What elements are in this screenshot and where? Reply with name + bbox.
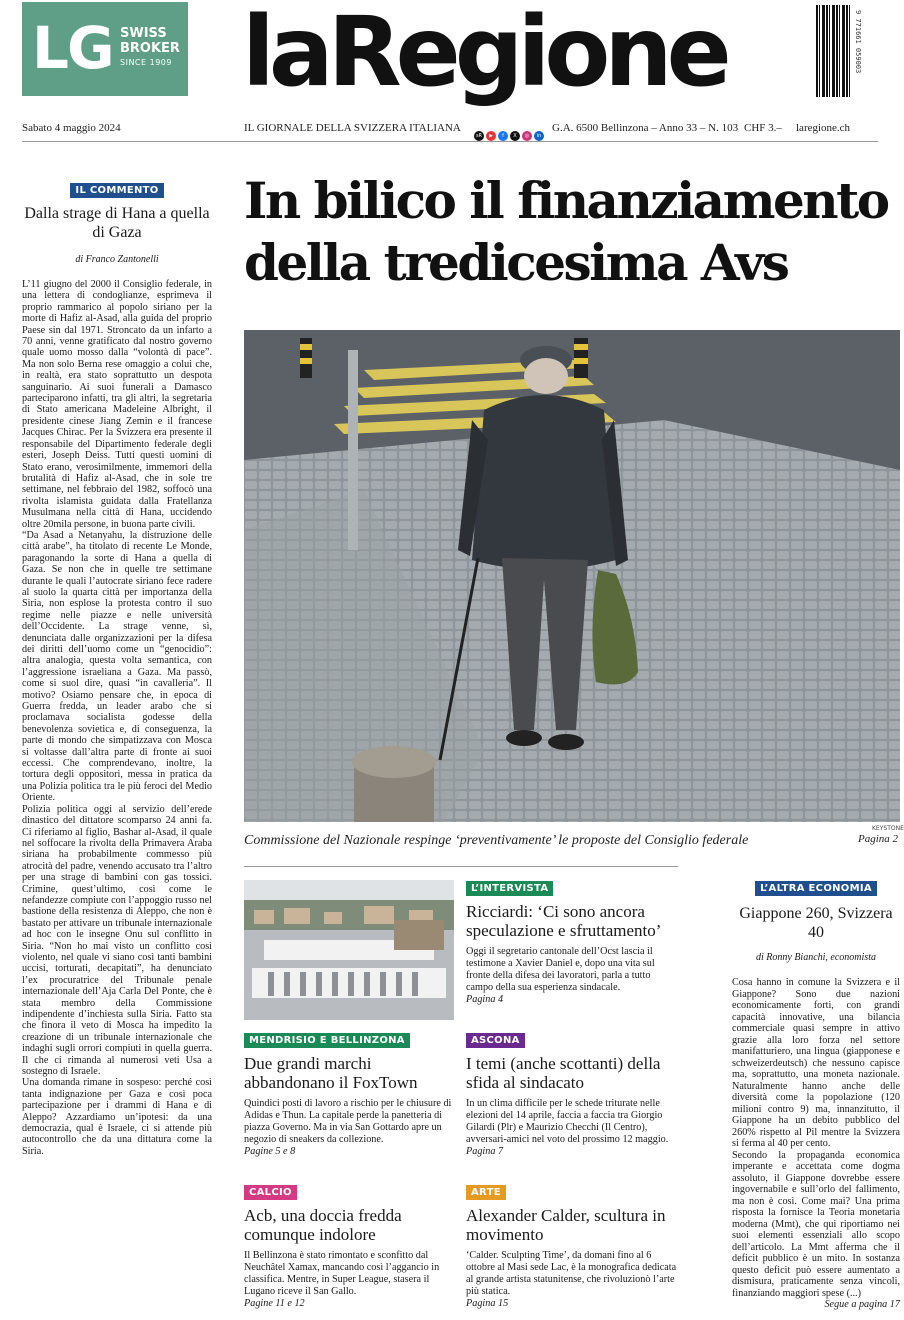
- commento-column: [22, 178, 212, 1157]
- commento-paragraph: Polizia politica oggi al servizio dell’erede dinastico del dittatore scomparso 24 anni fa. Ci riferiamo al figlio, Bashar al-Asad, il quale nel soffocare la rivolta della Primavera Araba siriana ha probabilmente commesso più atrocità del padre, venendo accusato tra l’altro per una strage di bambini con gas tossici. Crimine, quest’ultimo, così come le nefandezze compiute con l’appoggio russo nel bastione della resistenza di Aleppo, che non è bastato per attivare un tribunale internazionale ad hoc con le insegne Onu sul conflitto in Siria. “Non ho mai visto un conflitto così violento, nel quale vi siano così tanti bambini uccisi, torturati, decapitati”, ha denunciato l’ex procuratrice del Tribunale penale internazionale dell’Aja Carla Del Ponte, che è stata membro della Commissione indipendente d’inchiesta sulla Siria. Fatto sta che finora il veto di Mosca ha impedito la creazione di un tribunale internazionale che indaghi sugli orrori compiuti in quella guerra. Il che ci rimanda al numerosi veti Usa a sostegno di Israele.: [22, 803, 212, 1078]
- logo-line2: BROKER: [120, 41, 180, 56]
- x-icon[interactable]: X: [510, 131, 520, 141]
- commento-paragraph: Una domanda rimane in sospeso: perché così tanta indignazione per Gaza e così poca partecipazione per i drammi di Hana e di Aleppo? Azzardiamo un’ipotesi: da una democrazia, qual è Israele, ci si attende più autocontrollo che da una dittatura come la Siria.: [22, 1077, 212, 1157]
- article-title[interactable]: Acb, una doccia fredda comunque indolore: [244, 1206, 402, 1244]
- article-text: ‘Calder. Sculpting Time’, da domani fino al 6 ottobre al Masi sede Lac, è la monografica dedicata al grande artista statunitense, che rivoluzionò l’arte più statica.: [466, 1250, 677, 1297]
- section-label-mendrisio: MENDRISIO E BELLINZONA: [244, 1033, 410, 1048]
- logo-text: [120, 26, 180, 56]
- article-intervista[interactable]: [466, 878, 680, 1005]
- commento-body: [22, 279, 212, 1157]
- barcode: [816, 5, 852, 97]
- article-title[interactable]: Due grandi marchi abbandonano il FoxTown: [244, 1054, 418, 1092]
- facebook-icon[interactable]: f: [498, 131, 508, 141]
- article-ascona[interactable]: [466, 1030, 680, 1157]
- section-label-intervista: L’INTERVISTA: [466, 881, 553, 896]
- article-title[interactable]: Ricciardi: ‘Ci sono ancora speculazione e sfruttamento’: [466, 902, 662, 940]
- photo-credit: KEYSTONE: [872, 825, 904, 832]
- info-bar: [22, 120, 878, 142]
- economia-body: [732, 977, 900, 1310]
- article-page-ref[interactable]: Pagine 11 e 12: [244, 1298, 305, 1309]
- logo-since: SINCE 1909: [120, 58, 172, 67]
- website-link[interactable]: laregione.ch: [796, 122, 851, 134]
- commento-paragraph: “Da Asad a Netanyahu, la distruzione delle città arabe”, ha titolato di recente Le Monde, paragonando la sorte di Hana a quella di Gaza. Se non che in quelle tre settimane durante le quali l’autocrate siriano fece radere al suolo la quarta città per importanza della Siria, non esplose la protesta contro il suo regime nelle piazze e nelle università dell’Occidente. La strage venne, sì, denunciata dalle organizzazioni per la difesa dei diritti dell’uomo come un “genocidio”: altra analogia, questa volta semantica, con l’aggressione israeliana a Gaza. Ma passò, come si suol dire, quasi “in cavalleria”. Il motivo? Osiamo pensare che, in epoca di Guerra fredda, un leader arabo che si proclamava socialista godesse della benevolenza sovietica e, di conseguenza, la parte di mondo che simpatizzava con Mosca si voltasse dall’altra parte di fronte ai suoi eccessi. Che comprendevano, inoltre, la tortura degli oppositori, messa in pratica da una Polizia politica tra le più feroci del Medio Oriente.: [22, 529, 212, 804]
- section-label-economia: L’ALTRA ECONOMIA: [755, 881, 877, 896]
- economia-author: di Ronny Bianchi, economista: [756, 952, 876, 963]
- economia-follow-ref[interactable]: Segue a pagina 17: [824, 1299, 900, 1310]
- article-page-ref[interactable]: Pagina 7: [466, 1146, 504, 1157]
- issue-date: Sabato 4 maggio 2024: [22, 122, 121, 134]
- commento-author: di Franco Zantonelli: [75, 254, 159, 265]
- article-page-ref[interactable]: Pagine 5 e 8: [244, 1146, 296, 1157]
- logo-letters: LG: [32, 14, 113, 82]
- paper-name-logo: laRegione: [242, 0, 726, 108]
- article-text: Oggi il segretario cantonale dell’Ocst lascia il testimone a Xavier Daniel e, dopo una vita sul fronte della difesa dei lavoratori, parla a tutto campo della sua esperienza sindacale.: [466, 946, 655, 993]
- economia-paragraph: Secondo la propaganda economica imperante e accettata come dogma assoluto, il Giappone dovrebbe essere ingovernabile e sull’orlo del fallimento, ma non è così. Come mai? Una prima risposta la fornisce la Teoria monetaria moderna (Mmt), che qui riportiamo nei suoi elementi essenziali allo scopo dell’articolo. La Mmt afferma che il deficit pubblico è un mito. In sostanza questo deficit può essere aumentato a dismisura, praticamente senza vincoli, finanziando maggiori spese (...): [732, 1149, 900, 1299]
- article-text: Quindici posti di lavoro a rischio per le chiusure di Adidas e Thun. La capitale perde la panetteria di piazza Governo. Ma in via San Gottardo apre un negozio di sneakers da collezione.: [244, 1098, 452, 1145]
- article-title[interactable]: I temi (anche scottanti) della sfida al sindacato: [466, 1054, 661, 1092]
- whatsapp-icon[interactable]: sR: [475, 133, 483, 139]
- instagram-icon[interactable]: ◎: [522, 131, 532, 141]
- caption-page-ref[interactable]: Pagina 2: [857, 833, 898, 845]
- barcode-number: 9 771661 059003: [854, 10, 862, 74]
- price: CHF 3.–: [744, 122, 782, 134]
- article-title[interactable]: Alexander Calder, scultura in movimento: [466, 1206, 666, 1244]
- commento-title[interactable]: Dalla strage di Hana a quella di Gaza: [24, 205, 210, 241]
- economia-column: [732, 878, 900, 1311]
- economia-title[interactable]: Giappone 260, Svizzera 40: [739, 905, 893, 941]
- social-icons: [474, 131, 544, 141]
- caption-text: Commissione del Nazionale respinge ‘preventivamente’ le proposte del Consiglio federale: [244, 833, 749, 848]
- article-page-ref[interactable]: Pagina 4: [466, 994, 504, 1005]
- section-label-calcio: CALCIO: [244, 1185, 297, 1200]
- logo-line1: SWISS: [120, 26, 167, 41]
- section-label-ascona: ASCONA: [466, 1033, 525, 1048]
- linkedin-icon[interactable]: in: [534, 131, 544, 141]
- divider: [244, 866, 678, 867]
- section-label-commento: IL COMMENTO: [70, 183, 163, 198]
- swiss-broker-ad-logo[interactable]: [22, 2, 188, 96]
- article-arte[interactable]: [466, 1182, 680, 1309]
- foxtown-photo: [244, 880, 454, 1020]
- economia-paragraph: Cosa hanno in comune la Svizzera e il Giappone? Sono due nazioni economicamente forti, con grandi capacità innovative, una bilancia commerciale quasi sempre in attivo grazie alla loro forza nel settore manifatturiero, una lingua (giapponese e schweizerdeutsch) che nessuno capisce ma, soprattutto, una moneta nazionale. Naturalmente hanno anche delle diversità come la popolazione (120 milioni contro 9) ma, innanzitutto, il Giappone ha un debito pubblico del 260% rispetto al Pil mentre la Svizzera si ferma al 40 per cento.: [732, 977, 900, 1149]
- photo-caption: [244, 833, 900, 849]
- issue-number: G.A. 6500 Bellinzona – Anno 33 – N. 103: [552, 122, 739, 134]
- article-text: Il Bellinzona è stato rimontato e sconfitto dal Neuchâtel Xamax, mancando così l’aggancio in classifica. Mentre, in Super League, stasera il Lugano riceve il San Gallo.: [244, 1250, 440, 1297]
- youtube-icon[interactable]: ▶: [486, 131, 496, 141]
- article-mendrisio[interactable]: [244, 1030, 456, 1157]
- article-calcio[interactable]: [244, 1182, 456, 1309]
- article-text: In un clima difficile per le schede triturate nelle elezioni del 14 aprile, faccia a faccia tra Giorgio Gilardi (Plr) e Maurizio Checchi (Il Centro), avversari-amici nel voto del prossimo 12 maggio.: [466, 1098, 669, 1145]
- article-page-ref[interactable]: Pagina 15: [466, 1298, 509, 1309]
- section-label-arte: ARTE: [466, 1185, 506, 1200]
- main-headline[interactable]: In bilico il finanziamento della tredicesima Avs: [244, 171, 888, 292]
- paper-tagline: IL GIORNALE DELLA SVIZZERA ITALIANA: [244, 122, 461, 134]
- main-photo: [244, 330, 900, 822]
- commento-paragraph: L’11 giugno del 2000 il Consiglio federale, in una lettera di condoglianze, esprimeva il proprio rammarico al popolo siriano per la morte di Hafiz al-Asad, alla guida del proprio Paese sin dal 1971. Stroncato da un infarto a 70 anni, venne gratificato dal nostro governo quale uomo mosso dalla “volontà di pace”. Ma non solo Berna rese omaggio a colui che, in realtà, era stato soprattutto un despota sanguinario. Ai suoi funerali a Damasco parteciparono infatti, tra gli altri, la segretaria di Stato americana Madeleine Albright, il presidente cinese Jiang Zemin e il francese Jacques Chirac. Per la Svizzera era presente il responsabile del Dipartimento federale degli esteri, Joseph Deiss. Tutti questi uomini di Stato erano, verosimilmente, immemori della brutalità di Hafiz al-Asad, che in sole tre settimane, nel febbraio del 1982, soffocò una rivolta islamista guidata dalla Fratellanza Musulmana nella città di Hana, uccidendo oltre 20mila persone, in buona parte civili.: [22, 279, 212, 530]
